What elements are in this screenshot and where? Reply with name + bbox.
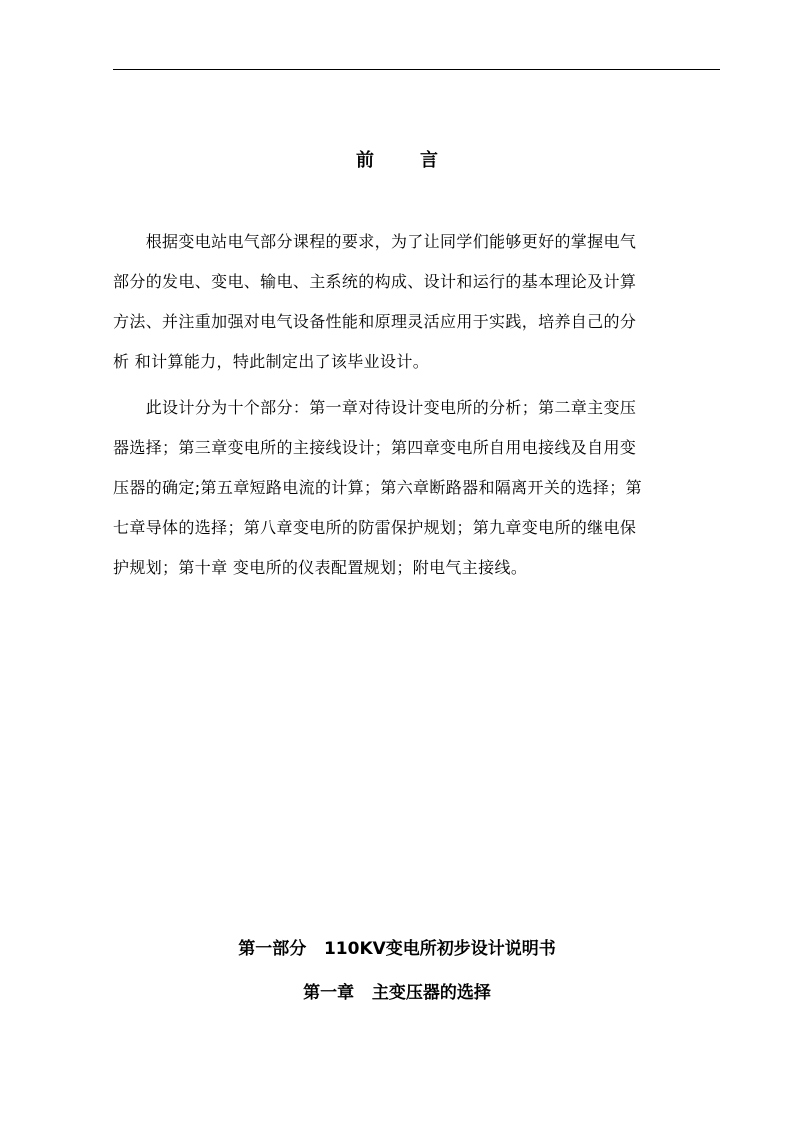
chapter-heading: 第一章 主变压器的选择 — [303, 983, 491, 1003]
preface-paragraph-2 — [113, 388, 723, 588]
paragraph-line: 析 和计算能力，特此制定出了该毕业设计。 — [113, 352, 430, 371]
preface-title — [0, 146, 794, 172]
paragraph-line: 根据变电站电气部分课程的要求，为了让同学们能够更好的掌握电气 — [113, 232, 637, 251]
paragraph-line: 器选择；第三章变电所的主接线设计；第四章变电所自用电接线及自用变 — [113, 438, 637, 457]
paragraph-line: 此设计分为十个部分：第一章对待设计变电所的分析；第二章主变压 — [113, 398, 637, 417]
paragraph-line: 部分的发电、变电、输电、主系统的构成、设计和运行的基本理论及计算 — [113, 272, 637, 291]
paragraph-line: 方法、并注重加强对电气设备性能和原理灵活应用于实践，培养自己的分 — [113, 312, 637, 331]
header-rule — [113, 69, 720, 70]
preface-paragraph-1 — [113, 222, 723, 382]
paragraph-line: 护规划；第十章 变电所的仪表配置规划；附电气主接线。 — [113, 558, 528, 577]
preface-title-right: 言 — [420, 150, 438, 171]
preface-title-left: 前 — [356, 150, 374, 171]
part-heading: 第一部分 110KV变电所初步设计说明书 — [238, 939, 556, 959]
paragraph-line: 七章导体的选择；第八章变电所的防雷保护规划；第九章变电所的继电保 — [113, 518, 637, 537]
paragraph-line: 压器的确定;第五章短路电流的计算；第六章断路器和隔离开关的选择；第 — [113, 478, 642, 497]
